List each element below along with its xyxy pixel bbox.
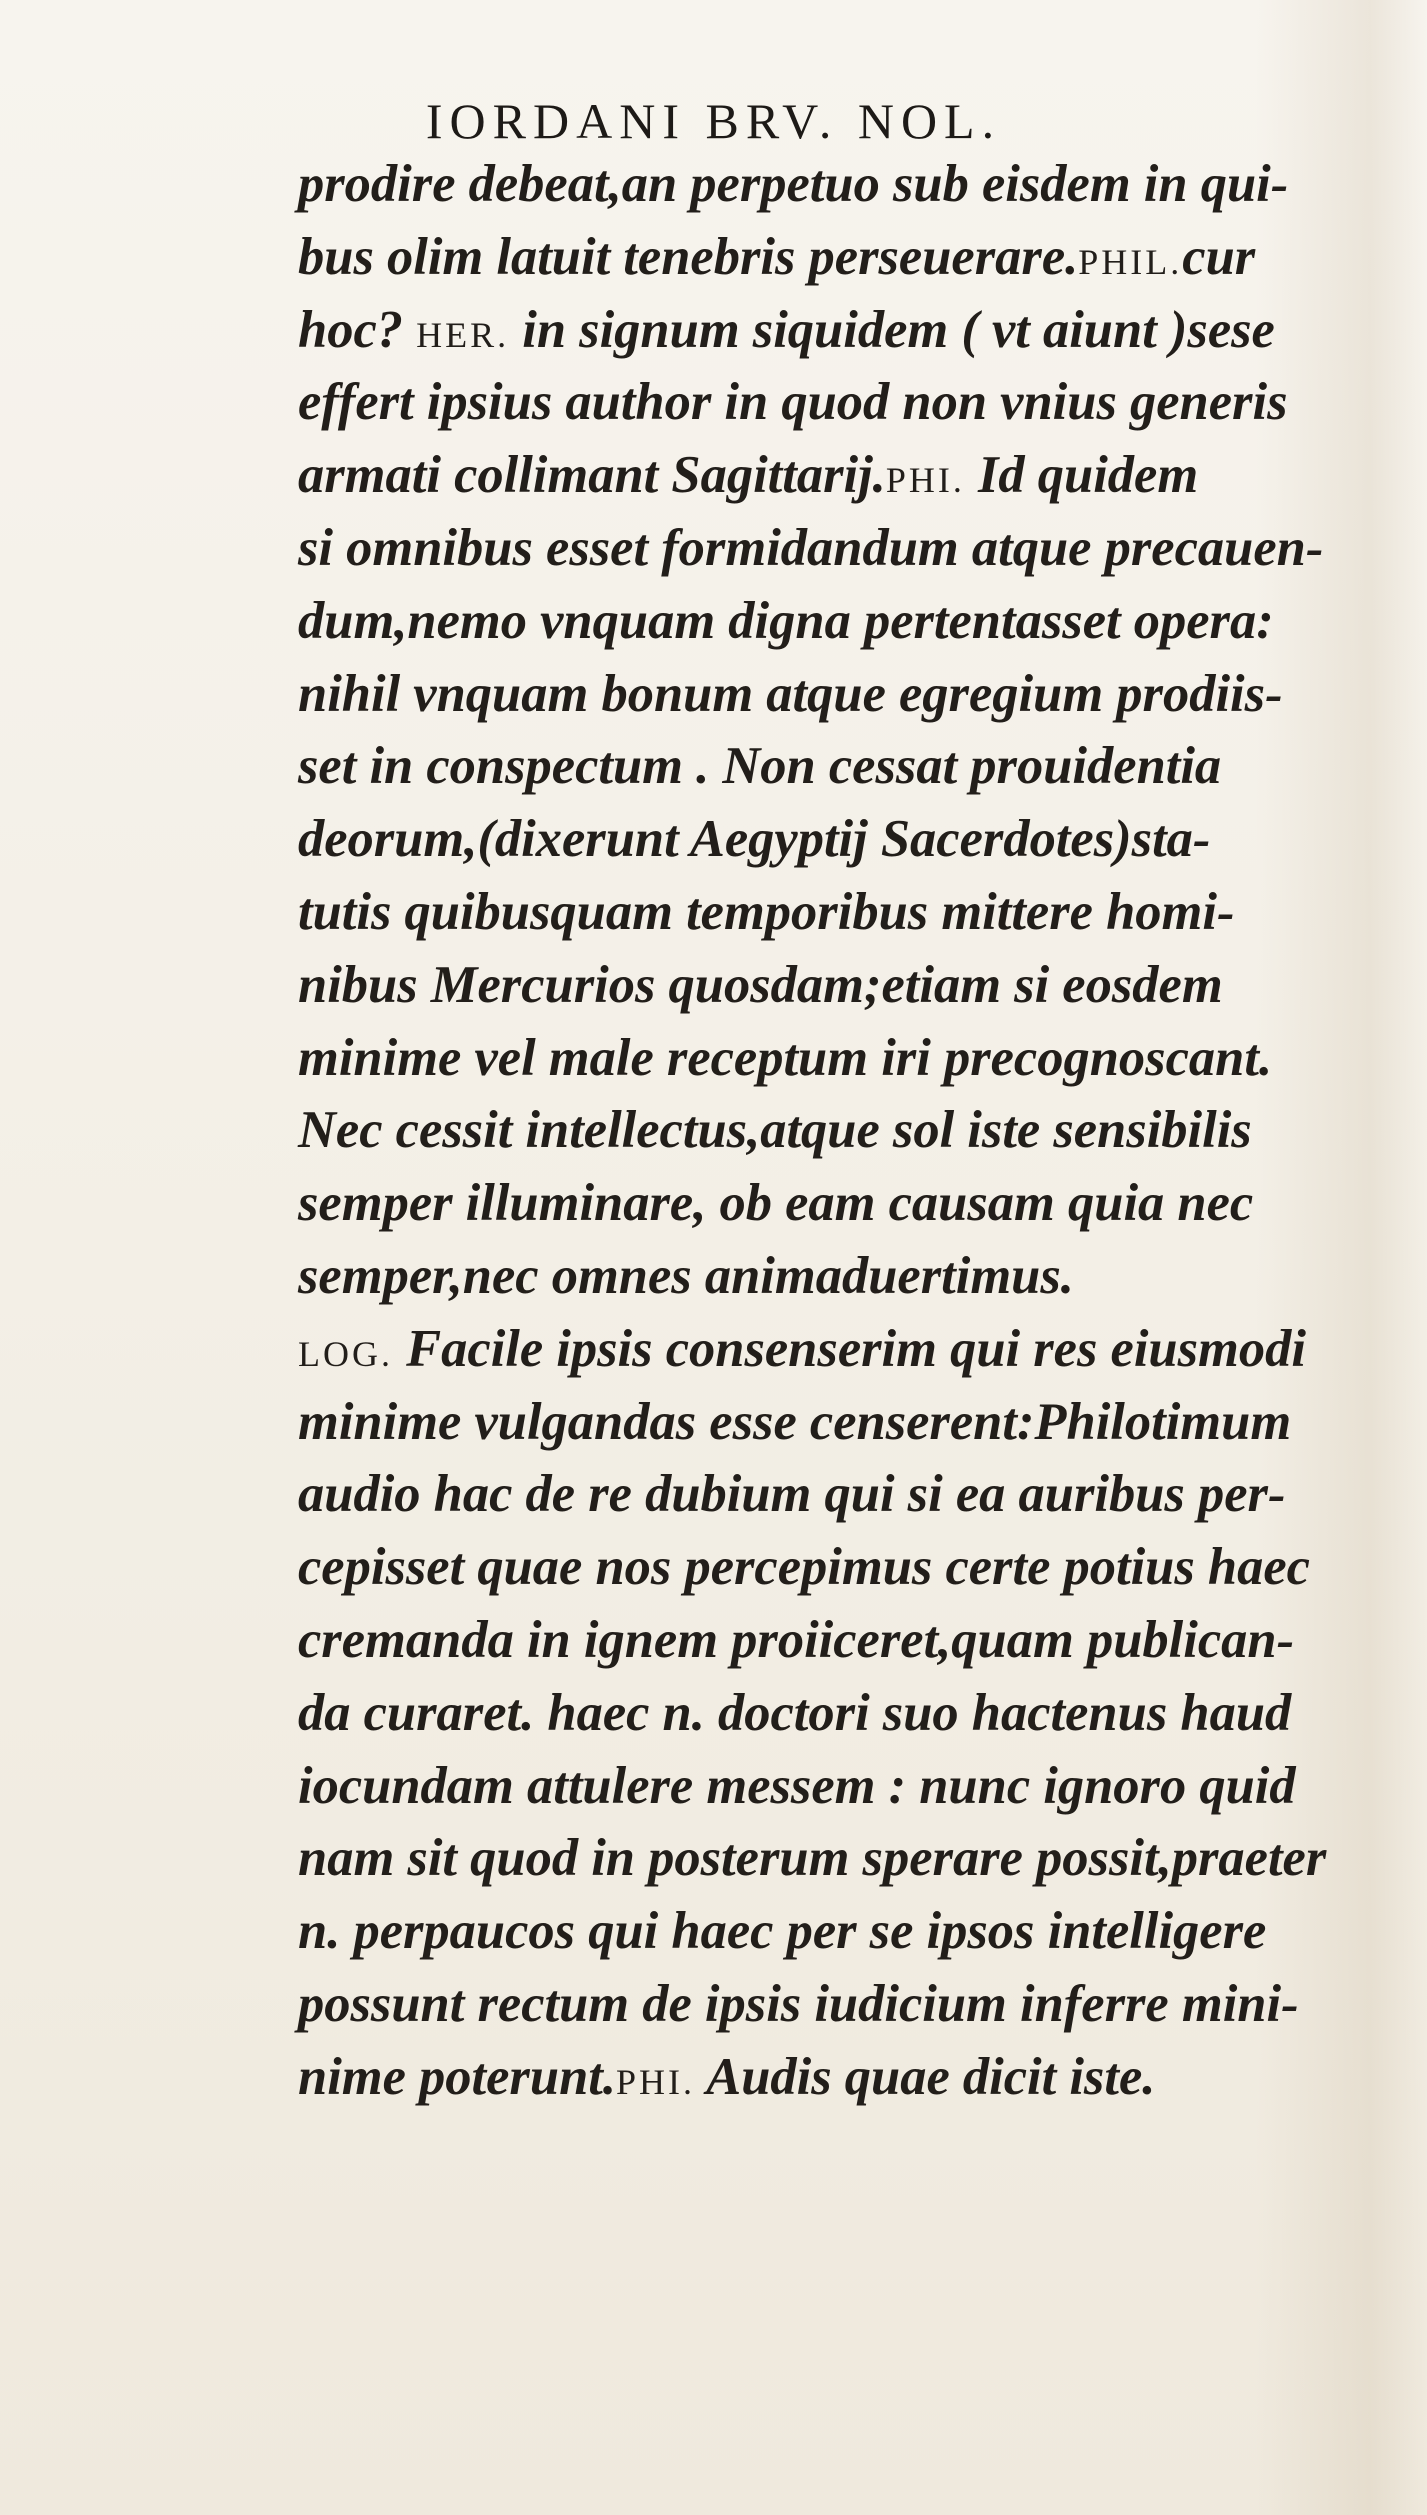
line-text: minime vel male receptum iri precognoscant.: [298, 1028, 1273, 1087]
text-line: [298, 730, 1378, 803]
text-line: [298, 1458, 1378, 1531]
line-text: bus olim latuit tenebris perseuerare.: [298, 227, 1079, 286]
text-line: [298, 949, 1378, 1022]
text-line: [298, 1022, 1378, 1095]
text-line: [298, 585, 1378, 658]
text-line: [298, 658, 1378, 731]
line-text: semper illuminare, ob eam causam quia nec: [298, 1174, 1254, 1233]
line-text: Audis quae dicit iste.: [695, 2047, 1156, 2106]
line-text: nime poterunt.: [298, 2047, 616, 2106]
text-line: [298, 221, 1378, 294]
text-line: [298, 439, 1378, 512]
text-line: [298, 876, 1378, 949]
text-line: [298, 366, 1378, 439]
text-line: [298, 1750, 1378, 1823]
text-line: [298, 1094, 1378, 1167]
text-line: [298, 1240, 1378, 1313]
line-text: semper,nec omnes animaduertimus.: [298, 1246, 1074, 1305]
text-line: [298, 1531, 1378, 1604]
text-line: [298, 512, 1378, 585]
line-text: prodire debeat,an perpetuo sub eisdem in qui-: [298, 155, 1289, 213]
text-line: [298, 2041, 1378, 2114]
line-text: Id quidem: [964, 446, 1199, 505]
line-text: nibus Mercurios quosdam;etiam si eosdem: [298, 955, 1223, 1014]
text-line: [298, 1167, 1378, 1240]
line-text: si omnibus esset formidandum atque precauen-: [298, 518, 1324, 577]
text-line: [298, 1677, 1378, 1750]
line-text: deorum,(dixerunt Aegyptij Sacerdotes)sta-: [298, 810, 1211, 869]
line-text: tutis quibusquam temporibus mittere homi-: [298, 882, 1235, 941]
line-text: nam sit quod in posterum sperare possit,praeter: [298, 1829, 1327, 1888]
line-text: cepisset quae nos percepimus certe potius haec: [298, 1538, 1310, 1597]
speaker-label: PHI.: [615, 2061, 695, 2102]
body-text: [298, 148, 1378, 2114]
text-line: [298, 1822, 1378, 1895]
text-line: [298, 1604, 1378, 1677]
line-text: set in conspectum . Non cessat prouidentia: [298, 737, 1222, 796]
line-text: Facile ipsis consenserim qui res eiusmodi: [393, 1319, 1306, 1378]
text-line: [298, 1968, 1378, 2041]
text-line: [298, 148, 1378, 221]
line-text: effert ipsius author in quod non vnius generis: [298, 373, 1288, 432]
line-text: armati collimant Sagittarij.: [298, 446, 886, 505]
speaker-label: PHIL.: [1078, 241, 1183, 282]
line-text: audio hac de re dubium qui si ea auribus per-: [298, 1465, 1286, 1524]
line-text: iocundam attulere messem : nunc ignoro quid: [298, 1756, 1296, 1815]
speaker-label: LOG.: [298, 1333, 393, 1374]
line-text: possunt rectum de ipsis iudicium inferre mini-: [298, 1974, 1299, 2033]
line-text: in signum siquidem ( vt aiunt )sese: [509, 300, 1275, 359]
text-line: [298, 803, 1378, 876]
text-line: [298, 1313, 1378, 1386]
line-text: minime vulgandas esse censerent:Philotimum: [298, 1392, 1292, 1451]
line-text: hoc?: [298, 300, 417, 359]
line-text: nihil vnquam bonum atque egregium prodiis-: [298, 664, 1283, 723]
line-text: cremanda in ignem proiiceret,quam publican-: [298, 1610, 1295, 1669]
text-line: [298, 1386, 1378, 1459]
text-line: [298, 294, 1378, 367]
line-text: Nec cessit intellectus,atque sol iste sensibilis: [298, 1101, 1252, 1160]
text-line: [298, 1895, 1378, 1968]
speaker-label: PHI.: [885, 460, 965, 501]
line-text: n. perpaucos qui haec per se ipsos intelligere: [298, 1902, 1267, 1961]
line-text: cur: [1182, 227, 1256, 286]
line-text: da curaret. haec n. doctori suo hactenus haud: [298, 1683, 1292, 1742]
speaker-label: HER.: [416, 314, 510, 355]
running-head: IORDANI BRV. NOL.: [425, 93, 1002, 149]
line-text: dum,nemo vnquam digna pertentasset opera:: [298, 591, 1274, 650]
